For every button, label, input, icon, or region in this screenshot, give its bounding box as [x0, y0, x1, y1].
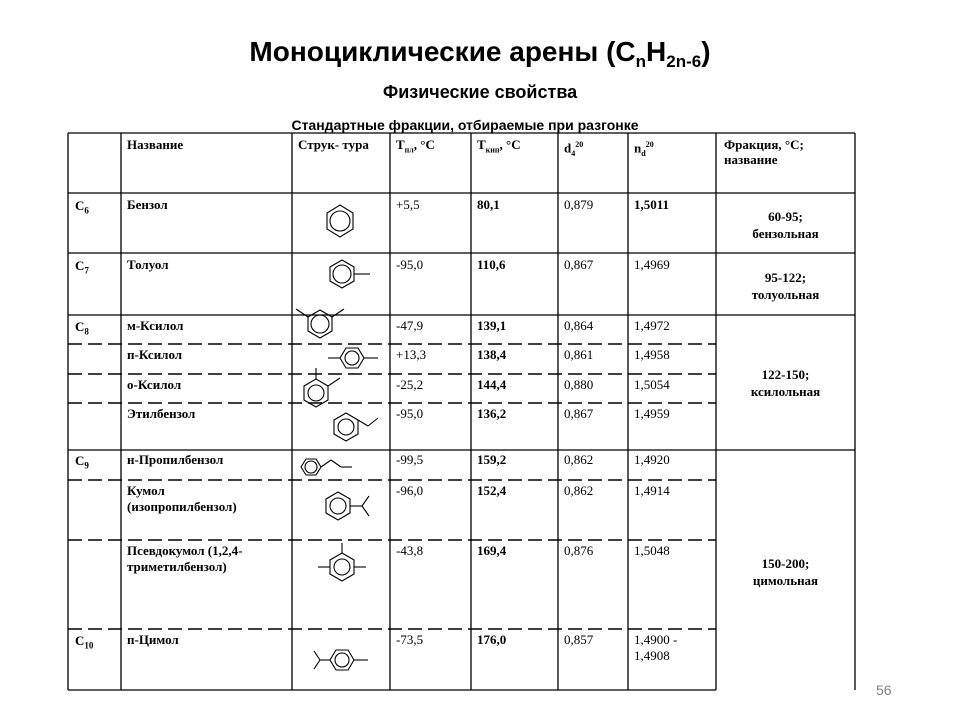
- toluene-structure-icon: [330, 260, 370, 288]
- pseudocumene-structure-icon: [318, 543, 366, 581]
- row-density: 0,867: [564, 257, 594, 272]
- row-refraction: 1,4972: [634, 318, 670, 333]
- row-name: п-Цимол: [127, 632, 179, 647]
- row-tpl: -47,9: [396, 318, 424, 333]
- table-caption: Стандартные фракции, отбираемые при разгонке: [291, 117, 639, 133]
- row-refraction: 1,5054: [634, 377, 670, 392]
- p-cymene-structure-icon: [314, 650, 368, 670]
- header-tkip: $T_{кип}$, °C: [477, 137, 521, 155]
- row-tpl: -96,0: [396, 483, 424, 498]
- row-tkip: 136,2: [477, 406, 507, 421]
- row-name: Толуол: [127, 257, 169, 272]
- row-refraction: 1,4959: [634, 406, 670, 421]
- cumene-structure-icon: [326, 492, 369, 520]
- header-density: $d_4^{20}$: [564, 140, 584, 158]
- row-tpl: -73,5: [396, 632, 424, 647]
- row-refraction: 1,4920: [634, 452, 670, 467]
- row-name: п-Ксилол: [127, 347, 183, 362]
- row-refraction: 1,5048: [634, 543, 670, 558]
- fraction-range: 95-122;: [764, 270, 807, 285]
- row-refraction: 1,4900 - 1,4908: [634, 632, 678, 663]
- row-refraction: 1,5011: [634, 197, 670, 212]
- row-density: 0,864: [564, 318, 594, 333]
- group-c6: $C_6$: [75, 198, 89, 216]
- fraction-name: толуольная: [751, 287, 820, 302]
- row-name: Псевдокумол (1,2,4-триметилбензол): [127, 543, 243, 574]
- row-density: 0,862: [564, 483, 594, 498]
- row-tkip: 144,4: [477, 377, 507, 392]
- n-propylbenzene-structure-icon: [301, 459, 352, 475]
- row-tpl: +5,5: [396, 197, 420, 212]
- row-tpl: -25,2: [396, 377, 424, 392]
- row-density: 0,862: [564, 452, 594, 467]
- row-refraction: 1,4969: [634, 257, 670, 272]
- row-tpl: -95,0: [396, 257, 424, 272]
- row-density: 0,879: [564, 197, 594, 212]
- header-name: Название: [127, 137, 184, 152]
- row-tpl: -99,5: [396, 452, 424, 467]
- row-tpl: +13,3: [396, 347, 427, 362]
- slide-subtitle: Физические свойства: [382, 82, 578, 102]
- group-c8: $C_8$: [75, 319, 89, 337]
- row-name: Этилбензол: [127, 406, 196, 421]
- slide-number: 56: [876, 682, 892, 698]
- row-tkip: 169,4: [477, 543, 507, 558]
- p-xylene-structure-icon: [328, 348, 378, 368]
- row-name: Кумол (изопропилбензол): [127, 483, 237, 514]
- fraction-range: 122-150;: [761, 367, 810, 382]
- row-tpl: -43,8: [396, 543, 424, 558]
- row-tkip: 110,6: [477, 257, 506, 272]
- row-tkip: 152,4: [477, 483, 507, 498]
- row-tkip: 159,2: [477, 452, 507, 467]
- row-name: о-Ксилол: [127, 377, 182, 392]
- row-tkip: 176,0: [477, 632, 507, 647]
- ethylbenzene-structure-icon: [334, 413, 378, 441]
- m-xylene-structure-icon: [296, 309, 344, 338]
- header-tpl: $T_{пл}$, °C: [396, 137, 435, 155]
- row-tkip: 138,4: [477, 347, 507, 362]
- group-c10: $C_{10}$: [75, 633, 94, 651]
- row-density: 0,857: [564, 632, 594, 647]
- row-name: Бензол: [127, 197, 168, 212]
- row-tkip: 80,1: [477, 197, 500, 212]
- row-tkip: 139,1: [477, 318, 507, 333]
- benzene-structure-icon: [327, 205, 353, 237]
- slide-title: Моноциклические арены $(C_nH_{2n-6})$: [249, 36, 711, 71]
- row-refraction: 1,4914: [634, 483, 670, 498]
- row-refraction: 1,4958: [634, 347, 670, 362]
- row-density: 0,861: [564, 347, 594, 362]
- fraction-name: бензольная: [752, 226, 819, 241]
- fraction-name: цимольная: [752, 573, 819, 588]
- row-density: 0,880: [564, 377, 594, 392]
- fraction-range: 60-95;: [768, 209, 803, 224]
- header-structure: Струк- тура: [298, 137, 369, 152]
- row-name: м-Ксилол: [127, 318, 184, 333]
- group-c9: $C_9$: [75, 453, 89, 471]
- group-c7: $C_7$: [75, 258, 89, 276]
- row-density: 0,867: [564, 406, 594, 421]
- fraction-range: 150-200;: [761, 556, 810, 571]
- row-name: н-Пропилбензол: [127, 452, 224, 467]
- header-fraction: Фракция, °C; название: [724, 137, 804, 167]
- fraction-name: ксилольная: [750, 384, 821, 399]
- header-refraction: $n_d^{20}$: [634, 140, 654, 158]
- row-tpl: -95,0: [396, 406, 424, 421]
- row-density: 0,876: [564, 543, 594, 558]
